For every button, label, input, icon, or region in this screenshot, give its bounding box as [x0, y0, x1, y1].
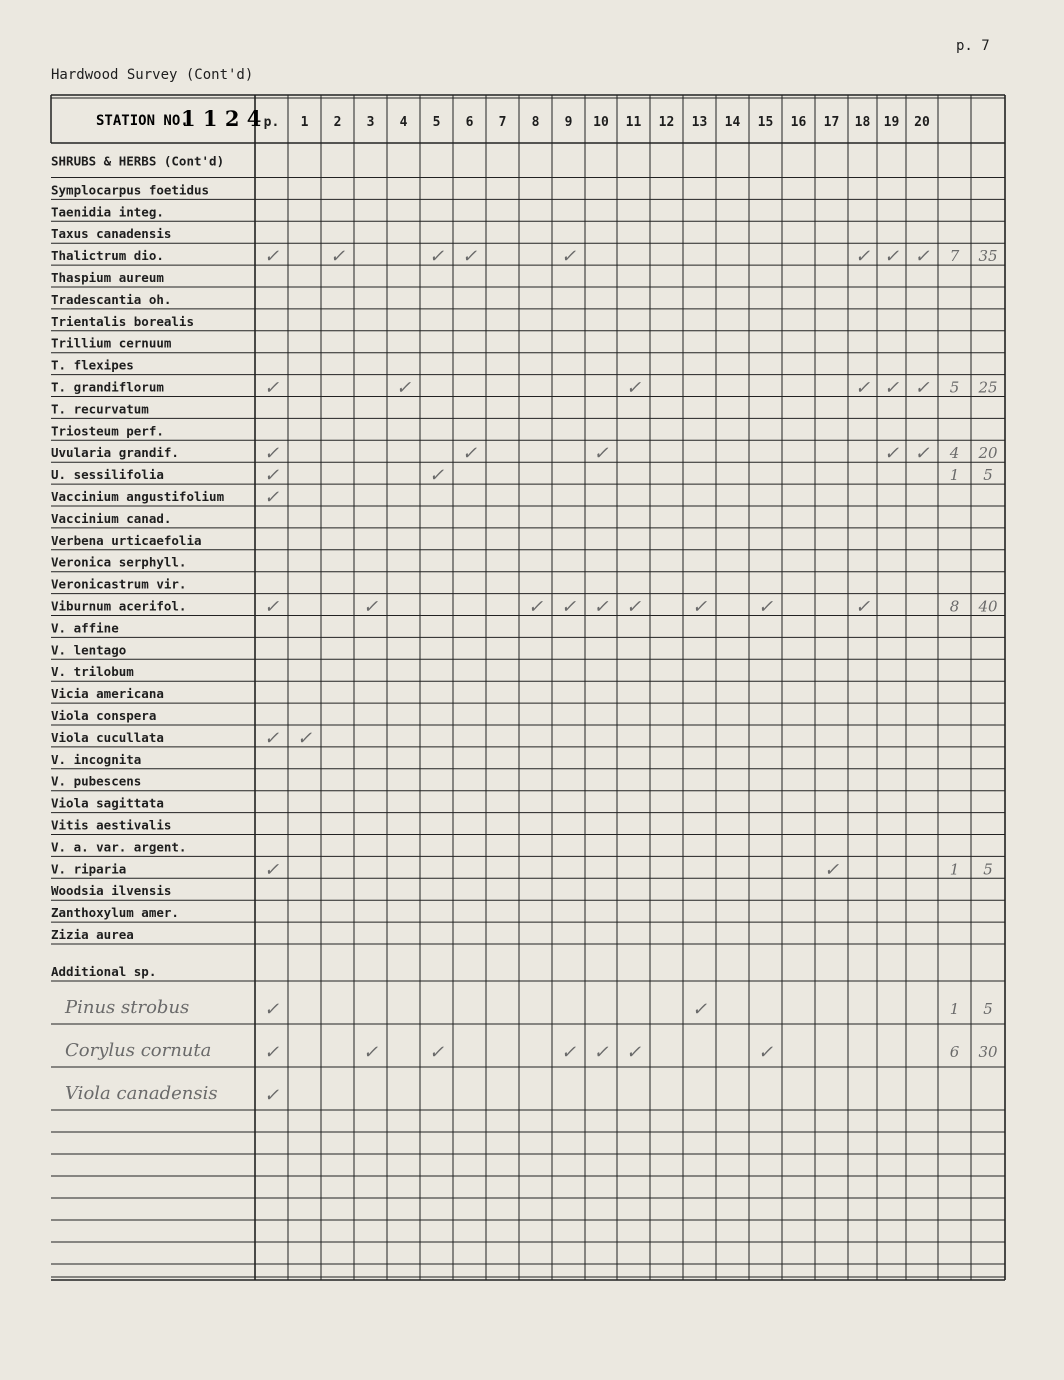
check-mark: ✓	[854, 246, 871, 268]
table-row	[51, 839, 186, 854]
check-mark: ✓	[593, 596, 609, 618]
station-label: STATION NO.	[96, 113, 189, 129]
column-header: 18	[854, 115, 871, 130]
species-name: Viola sagittata	[51, 795, 164, 811]
check-mark: ✓	[691, 999, 708, 1020]
species-name: Pinus strobus	[65, 997, 190, 1018]
column-header: 2	[333, 115, 342, 130]
table-row	[51, 555, 186, 570]
species-name: V. trilobum	[51, 664, 134, 680]
column-header: 20	[914, 115, 930, 130]
table-row	[51, 708, 156, 723]
table-row	[51, 664, 134, 679]
total-count: 1	[949, 466, 960, 485]
check-mark: ✓	[263, 443, 280, 465]
check-mark: ✓	[823, 859, 840, 881]
check-mark: ✓	[296, 727, 313, 749]
table-row	[51, 487, 279, 508]
check-mark: ✓	[362, 596, 379, 618]
table-row	[64, 997, 993, 1020]
species-name: Symplocarpus foetidus	[51, 182, 210, 198]
species-name: Viola cucullata	[51, 729, 164, 745]
species-name: U. sessilifolia	[51, 467, 164, 483]
table-row	[51, 774, 141, 789]
column-header: 19	[883, 115, 900, 130]
check-mark: ✓	[691, 596, 708, 618]
species-name: V. affine	[51, 620, 119, 636]
additional-heading: Additional sp.	[51, 964, 157, 979]
column-header: 4	[399, 115, 408, 130]
species-name: Thalictrum dio.	[51, 248, 164, 264]
check-mark: ✓	[263, 859, 280, 881]
column-header: p.	[263, 115, 280, 130]
column-header: 16	[790, 115, 807, 130]
check-mark: ✓	[914, 246, 930, 268]
column-header: 7	[498, 115, 507, 130]
total-count: 4	[949, 444, 960, 463]
table-row	[51, 423, 164, 438]
table-row	[51, 270, 164, 285]
table-row	[51, 533, 202, 548]
table-row	[51, 246, 998, 267]
table-row	[51, 465, 993, 486]
species-name: Trillium cernuum	[51, 335, 172, 351]
species-name: Viola canadensis	[65, 1083, 218, 1104]
check-mark: ✓	[854, 377, 871, 399]
check-mark: ✓	[362, 1042, 379, 1063]
species-name: V. riparia	[51, 861, 127, 877]
page-number: p. 7	[956, 38, 990, 54]
section-heading: SHRUBS & HERBS (Cont'd)	[51, 153, 225, 169]
check-mark: ✓	[593, 443, 609, 465]
table-row	[51, 443, 998, 464]
species-name: V. lentago	[51, 642, 127, 658]
table-row	[51, 226, 171, 241]
species-name: Viola conspera	[51, 708, 157, 723]
total-count: 5	[949, 378, 960, 397]
species-name: Vitis aestivalis	[51, 817, 172, 833]
table-body	[51, 154, 998, 1107]
check-mark: ✓	[263, 727, 280, 749]
table-row	[65, 1083, 279, 1106]
check-mark: ✓	[625, 596, 642, 618]
check-mark: ✓	[757, 1042, 774, 1063]
species-name: Vaccinium canad.	[51, 510, 172, 526]
check-mark: ✓	[527, 596, 544, 618]
check-mark: ✓	[428, 465, 445, 487]
table-row	[51, 752, 141, 767]
species-name: T. grandiflorum	[51, 379, 164, 395]
check-mark: ✓	[263, 377, 280, 399]
column-header: 11	[625, 115, 642, 130]
table-row	[51, 511, 171, 526]
table-row	[51, 686, 164, 701]
species-name: Taenidia integ.	[51, 204, 164, 220]
table-row	[51, 905, 179, 920]
column-header: 9	[564, 115, 573, 130]
table-row	[51, 620, 119, 635]
species-name: V. pubescens	[51, 773, 142, 789]
table-header	[96, 106, 930, 131]
check-mark: ✓	[593, 1042, 609, 1063]
check-mark: ✓	[263, 487, 280, 508]
column-header: 5	[432, 115, 441, 130]
total-count: 1	[949, 860, 960, 879]
check-mark: ✓	[914, 377, 930, 399]
table-row	[51, 204, 164, 219]
check-mark: ✓	[263, 1085, 280, 1106]
species-name: Woodsia ilvensis	[51, 883, 172, 899]
check-mark: ✓	[914, 443, 930, 465]
column-header: 15	[757, 115, 774, 130]
check-mark: ✓	[560, 596, 577, 618]
total-count: 7	[949, 247, 960, 266]
check-mark: ✓	[428, 1042, 445, 1063]
table-row	[51, 577, 186, 592]
column-header: 17	[823, 115, 840, 130]
total-count: 1	[949, 1000, 960, 1018]
percent-value: 5	[983, 466, 993, 485]
percent-value: 40	[978, 597, 998, 616]
percent-value: 30	[978, 1043, 998, 1061]
check-mark: ✓	[625, 377, 642, 399]
table-row	[51, 927, 134, 942]
table-row	[51, 336, 172, 351]
check-mark: ✓	[263, 1042, 280, 1063]
check-mark: ✓	[395, 377, 412, 399]
column-header: 6	[465, 115, 474, 130]
species-name: Vicia americana	[51, 686, 164, 702]
check-mark: ✓	[625, 1042, 642, 1063]
check-mark: ✓	[461, 246, 478, 268]
check-mark: ✓	[263, 999, 280, 1020]
species-name: Thaspium aureum	[51, 270, 164, 285]
species-name: Viburnum acerifol.	[51, 598, 187, 614]
table-row	[51, 314, 194, 329]
species-name: Tradescantia oh.	[51, 291, 172, 307]
percent-value: 25	[978, 378, 998, 397]
check-mark: ✓	[263, 465, 280, 487]
check-mark: ✓	[428, 246, 445, 268]
column-header: 14	[724, 115, 741, 130]
table-row	[51, 358, 134, 373]
table-row	[51, 597, 998, 618]
species-name: Corylus cornuta	[65, 1040, 212, 1061]
table-row	[51, 883, 171, 898]
total-count: 8	[949, 597, 960, 616]
column-header: 12	[658, 115, 675, 130]
species-name: V. a. var. argent.	[51, 839, 187, 855]
species-name: Veronica serphyll.	[51, 554, 187, 570]
station-number: 1 1 2 4	[181, 106, 262, 131]
species-name: Veronicastrum vir.	[51, 576, 187, 592]
percent-value: 5	[983, 1000, 993, 1018]
column-header: 13	[691, 115, 708, 130]
check-mark: ✓	[883, 246, 900, 268]
column-header: 3	[366, 115, 375, 130]
species-name: Zizia aurea	[51, 927, 134, 942]
table-row	[51, 796, 164, 811]
total-count: 6	[949, 1043, 960, 1061]
column-header: 8	[531, 115, 540, 130]
check-mark: ✓	[560, 246, 577, 268]
check-mark: ✓	[560, 1042, 577, 1063]
check-mark: ✓	[854, 596, 871, 618]
percent-value: 5	[983, 860, 993, 879]
species-name: Uvularia grandif.	[51, 445, 179, 461]
check-mark: ✓	[883, 443, 900, 465]
table-row	[65, 1040, 998, 1063]
table-row	[51, 182, 209, 197]
table-row	[51, 642, 126, 657]
species-name: T. flexipes	[51, 357, 134, 373]
table-row	[51, 818, 171, 833]
percent-value: 35	[978, 247, 998, 266]
species-name: Triosteum perf.	[51, 423, 164, 439]
species-name: Zanthoxylum amer.	[51, 905, 179, 921]
check-mark: ✓	[757, 596, 774, 618]
column-header: 1	[300, 115, 309, 130]
survey-title: Hardwood Survey (Cont'd)	[51, 67, 254, 83]
species-name: Vaccinium angustifolium	[51, 489, 225, 504]
species-name: Trientalis borealis	[51, 313, 194, 329]
check-mark: ✓	[263, 596, 280, 618]
check-mark: ✓	[263, 246, 280, 268]
column-header: 10	[593, 115, 609, 130]
table-row	[51, 378, 998, 399]
percent-value: 20	[978, 444, 998, 463]
table-row	[51, 728, 312, 749]
check-mark: ✓	[883, 377, 900, 399]
species-name: Verbena urticaefolia	[51, 532, 202, 548]
table-row	[51, 401, 149, 416]
check-mark: ✓	[461, 443, 478, 465]
species-name: T. recurvatum	[51, 401, 149, 417]
species-name: Taxus canadensis	[51, 226, 172, 242]
check-mark: ✓	[329, 246, 346, 268]
table-row	[51, 859, 993, 880]
table-row	[51, 292, 171, 307]
species-name: V. incognita	[51, 751, 142, 767]
